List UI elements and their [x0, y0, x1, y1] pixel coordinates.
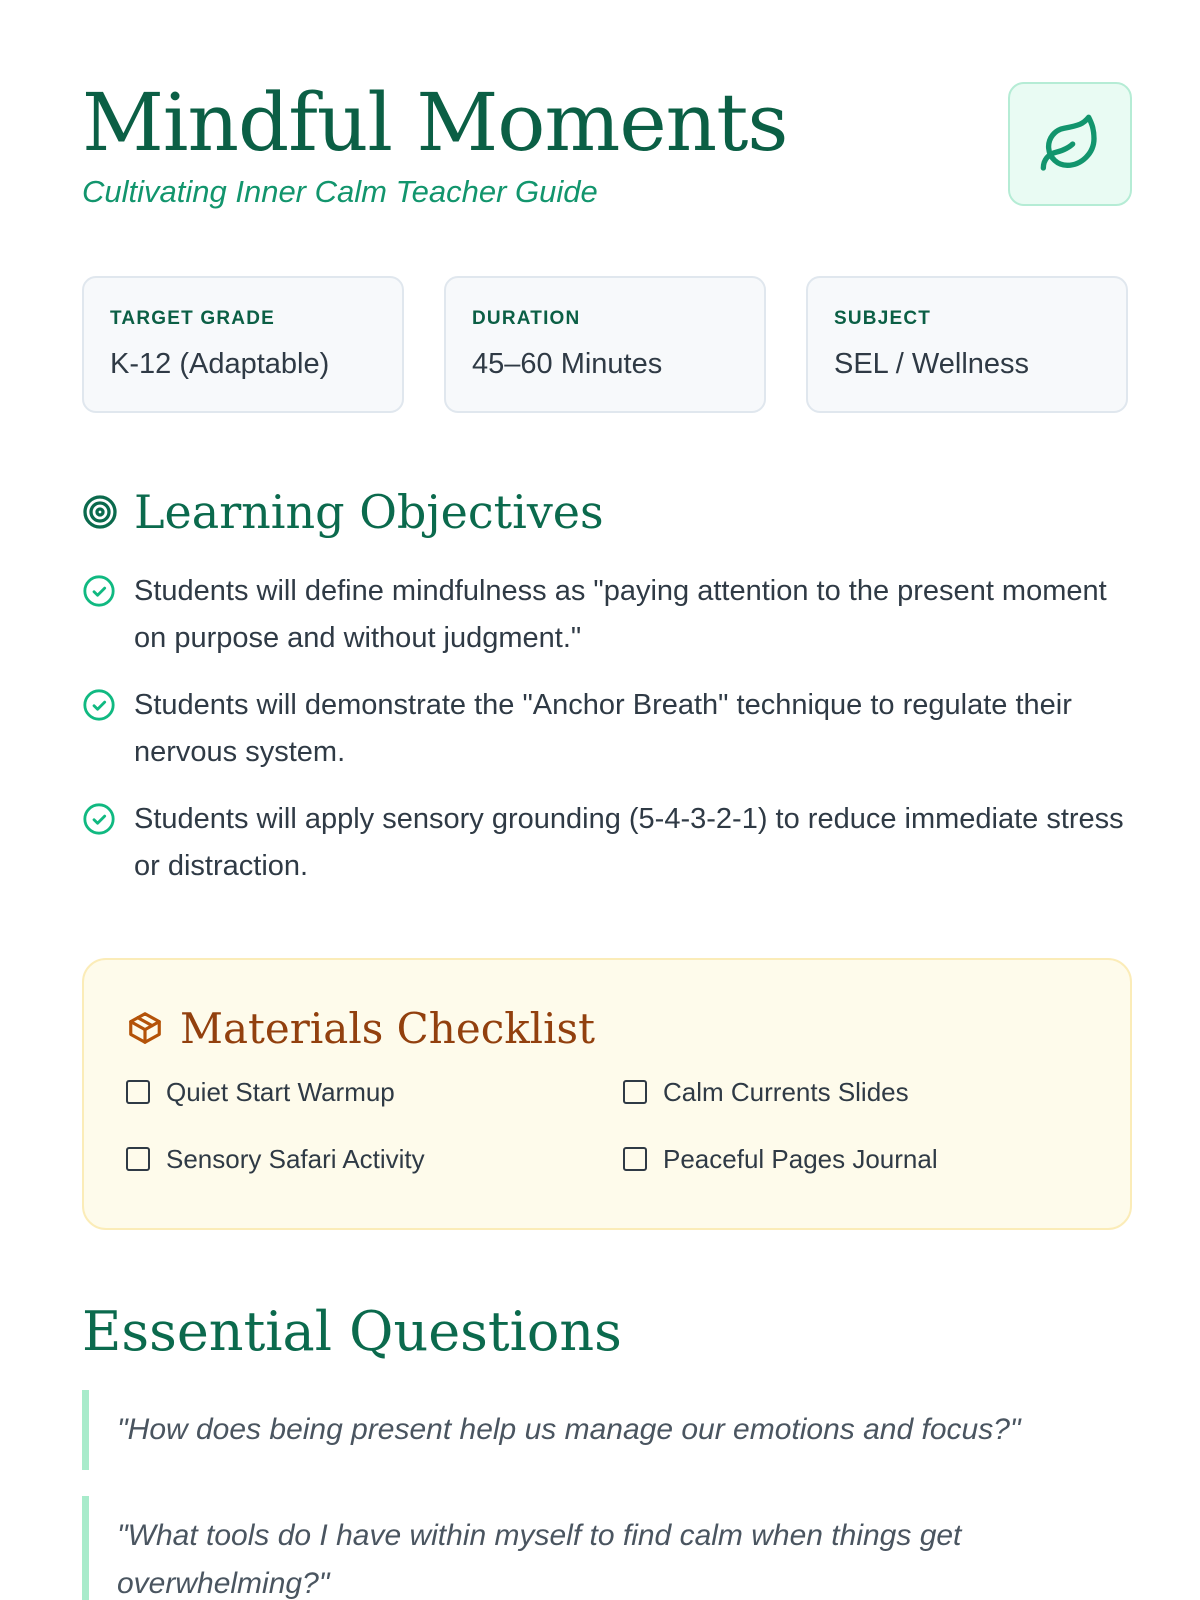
target-icon — [82, 494, 118, 530]
meta-card-grade — [82, 276, 404, 413]
section-heading — [126, 1000, 1130, 1056]
checklist-label: Peaceful Pages Journal — [663, 1143, 938, 1174]
page-subtitle: Cultivating Inner Calm Teacher Guide — [82, 174, 598, 209]
meta-label: DURATION — [472, 308, 581, 329]
check-circle-icon — [82, 802, 116, 836]
checklist-item[interactable] — [623, 1078, 1063, 1106]
objectives-list — [82, 568, 1142, 890]
section-title: Essential Questions — [82, 1300, 622, 1363]
question-quote: "How does being present help us manage our emotions and focus?" — [82, 1390, 1132, 1470]
lesson-meta — [82, 276, 1132, 413]
objective-text: Students will demonstrate the "Anchor Breath" technique to regulate their nervous system. — [134, 689, 1072, 768]
section-title: Materials Checklist — [180, 1003, 595, 1053]
section-title: Learning Objectives — [134, 485, 604, 539]
learning-objectives — [82, 482, 1142, 910]
list-item — [82, 796, 1142, 890]
checklist-label: Quiet Start Warmup — [166, 1076, 395, 1107]
logo-badge — [1008, 82, 1132, 206]
package-icon — [126, 1009, 164, 1047]
meta-card-subject — [806, 276, 1128, 413]
question-quote: "What tools do I have within myself to find calm when things get overwhelming?" — [82, 1496, 1032, 1600]
objective-text: Students will define mindfulness as "paying attention to the present moment on purpose and without judgment." — [134, 575, 1107, 654]
objective-text: Students will apply sensory grounding (5-4-3-2-1) to reduce immediate stress or distraction. — [134, 803, 1124, 882]
meta-value: 45–60 Minutes — [472, 348, 663, 380]
meta-value: K-12 (Adaptable) — [110, 348, 330, 380]
meta-value: SEL / Wellness — [834, 348, 1030, 380]
materials-checklist — [82, 958, 1132, 1230]
checklist-label: Calm Currents Slides — [663, 1076, 909, 1107]
materials-list — [126, 1078, 1130, 1173]
section-heading — [82, 482, 1142, 542]
meta-label: TARGET GRADE — [110, 308, 275, 329]
checklist-label: Sensory Safari Activity — [166, 1143, 425, 1174]
meta-label: SUBJECT — [834, 308, 932, 329]
leaf-icon — [1038, 112, 1102, 176]
meta-card-duration — [444, 276, 766, 413]
page-title: Mindful Moments — [82, 76, 788, 169]
check-circle-icon — [82, 574, 116, 608]
header — [82, 78, 1132, 228]
list-item — [82, 568, 1142, 662]
checkbox[interactable] — [126, 1147, 150, 1171]
checklist-item[interactable] — [126, 1145, 623, 1173]
checkbox[interactable] — [126, 1080, 150, 1104]
checkbox[interactable] — [623, 1080, 647, 1104]
list-item — [82, 682, 1142, 776]
checkbox[interactable] — [623, 1147, 647, 1171]
checklist-item[interactable] — [126, 1078, 623, 1106]
check-circle-icon — [82, 688, 116, 722]
essential-questions — [82, 1300, 1132, 1600]
checklist-item[interactable] — [623, 1145, 1063, 1173]
